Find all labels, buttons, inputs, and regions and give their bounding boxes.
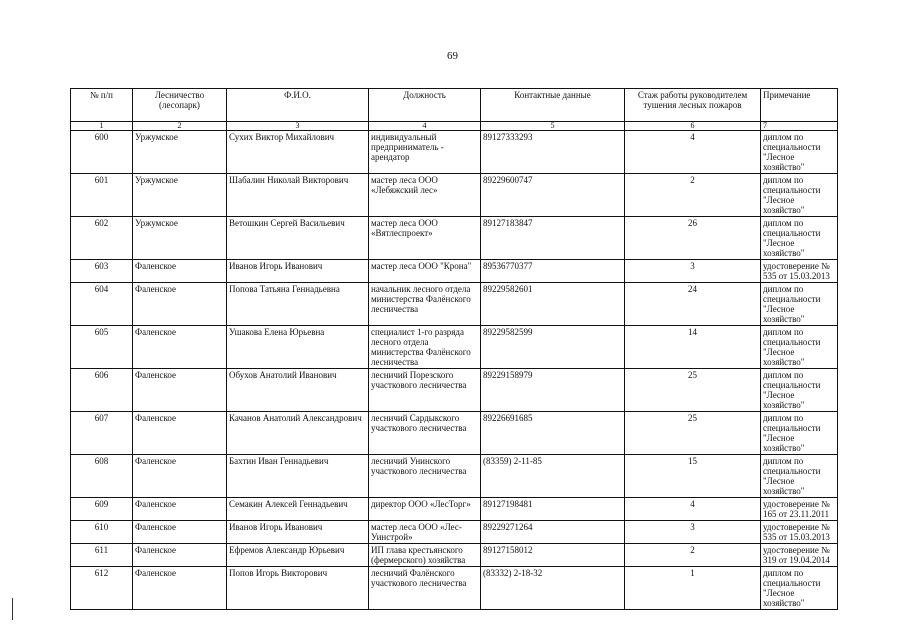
full-name-cell: Качанов Анатолий Александрович	[227, 412, 369, 455]
header-cell-full-name: Ф.И.О.	[227, 89, 369, 122]
row-number-cell: 604	[71, 283, 133, 326]
experience-cell: 4	[625, 498, 761, 521]
position-cell: лесничий Фалёнского участкового лесничества	[369, 567, 481, 610]
column-number: 4	[369, 122, 481, 131]
forestry-cell: Фаленское	[133, 369, 227, 412]
row-number-cell: 602	[71, 217, 133, 260]
full-name-cell: Ушакова Елена Юрьевна	[227, 326, 369, 369]
forestry-cell: Фаленское	[133, 567, 227, 610]
full-name-cell: Попова Татьяна Геннадьевна	[227, 283, 369, 326]
column-number: 5	[481, 122, 625, 131]
column-number: 2	[133, 122, 227, 131]
row-number-cell: 605	[71, 326, 133, 369]
contacts-cell: (83359) 2-11-85	[481, 455, 625, 498]
note-cell: диплом по специальности "Лесное хозяйство"	[761, 217, 838, 260]
table-row	[71, 369, 838, 412]
position-cell: лесничий Унинского участкового лесничества	[369, 455, 481, 498]
forestry-cell: Фаленское	[133, 455, 227, 498]
position-cell: ИП глава крестьянского (фермерского) хозяйства	[369, 544, 481, 567]
column-number: 6	[625, 122, 761, 131]
note-cell: диплом по специальности "Лесное хозяйство"	[761, 369, 838, 412]
full-name-cell: Шабалин Николай Викторович	[227, 174, 369, 217]
row-number-cell: 608	[71, 455, 133, 498]
table-row	[71, 131, 838, 174]
contacts-cell: 89229582601	[481, 283, 625, 326]
position-cell: мастер леса ООО «Вятлеспроект»	[369, 217, 481, 260]
contacts-cell: 89229158979	[481, 369, 625, 412]
full-name-cell: Семакин Алексей Геннадьевич	[227, 498, 369, 521]
full-name-cell: Иванов Игорь Иванович	[227, 260, 369, 283]
header-cell-experience: Стаж работы руководителем тушения лесных пожаров	[625, 89, 761, 122]
note-cell: диплом по специальности "Лесное хозяйство"	[761, 412, 838, 455]
header-cell-contacts: Контактные данные	[481, 89, 625, 122]
forest-fire-supervisors-table	[70, 88, 838, 610]
header-cell-position: Должность	[369, 89, 481, 122]
experience-cell: 3	[625, 260, 761, 283]
table-row	[71, 498, 838, 521]
experience-cell: 2	[625, 174, 761, 217]
forestry-cell: Фаленское	[133, 326, 227, 369]
experience-cell: 2	[625, 544, 761, 567]
row-number-cell: 609	[71, 498, 133, 521]
table-row	[71, 260, 838, 283]
position-cell: лесничий Порезского участкового лесничества	[369, 369, 481, 412]
page-number: 69	[447, 50, 458, 62]
table-row	[71, 283, 838, 326]
position-cell: мастер леса ООО "Крона"	[369, 260, 481, 283]
full-name-cell: Ветошкин Сергей Васильевич	[227, 217, 369, 260]
experience-cell: 14	[625, 326, 761, 369]
row-number-cell: 601	[71, 174, 133, 217]
table-row	[71, 544, 838, 567]
position-cell: лесничий Сардыкского участкового лесничества	[369, 412, 481, 455]
contacts-cell: (83332) 2-18-32	[481, 567, 625, 610]
contacts-cell: 89229582599	[481, 326, 625, 369]
note-cell: диплом по специальности "Лесное хозяйство"	[761, 326, 838, 369]
position-cell: мастер леса ООО «Лес-Уинстрой»	[369, 521, 481, 544]
experience-cell: 25	[625, 412, 761, 455]
contacts-cell: 89127333293	[481, 131, 625, 174]
experience-cell: 24	[625, 283, 761, 326]
contacts-cell: 89127198481	[481, 498, 625, 521]
contacts-cell: 89229600747	[481, 174, 625, 217]
contacts-cell: 89226691685	[481, 412, 625, 455]
row-number-cell: 610	[71, 521, 133, 544]
note-cell: удостоверение № 535 от 15.03.2013	[761, 260, 838, 283]
forestry-cell: Фаленское	[133, 544, 227, 567]
contacts-cell: 89229271264	[481, 521, 625, 544]
full-name-cell: Бахтин Иван Геннадьевич	[227, 455, 369, 498]
table-row	[71, 455, 838, 498]
forestry-cell: Уржумское	[133, 131, 227, 174]
header-row	[71, 89, 838, 122]
experience-cell: 25	[625, 369, 761, 412]
forestry-cell: Уржумское	[133, 174, 227, 217]
table-row	[71, 174, 838, 217]
forestry-cell: Фаленское	[133, 521, 227, 544]
column-number: 1	[71, 122, 133, 131]
row-number-cell: 600	[71, 131, 133, 174]
experience-cell: 26	[625, 217, 761, 260]
forestry-cell: Уржумское	[133, 217, 227, 260]
table-row	[71, 567, 838, 610]
full-name-cell: Обухов Анатолий Иванович	[227, 369, 369, 412]
header-cell-forestry: Лесничество (лесопарк)	[133, 89, 227, 122]
forestry-cell: Фаленское	[133, 260, 227, 283]
experience-cell: 15	[625, 455, 761, 498]
note-cell: удостоверение № 165 от 23.11.2011	[761, 498, 838, 521]
forestry-cell: Фаленское	[133, 283, 227, 326]
row-number-cell: 606	[71, 369, 133, 412]
row-number-cell: 607	[71, 412, 133, 455]
forestry-cell: Фаленское	[133, 498, 227, 521]
forestry-cell: Фаленское	[133, 412, 227, 455]
position-cell: директор ООО «ЛесТорг»	[369, 498, 481, 521]
contacts-cell: 89127183847	[481, 217, 625, 260]
column-number: 3	[227, 122, 369, 131]
position-cell: специалист 1-го разряда лесного отдела министерства Фалёнского лесничества	[369, 326, 481, 369]
experience-cell: 4	[625, 131, 761, 174]
full-name-cell: Попов Игорь Викторович	[227, 567, 369, 610]
table-row	[71, 412, 838, 455]
position-cell: индивидуальный предприниматель - арендатор	[369, 131, 481, 174]
contacts-cell: 89127158012	[481, 544, 625, 567]
position-cell: мастер леса ООО «Лебяжский лес»	[369, 174, 481, 217]
note-cell: диплом по специальности "Лесное хозяйство"	[761, 567, 838, 610]
header-cell-number: № п/п	[71, 89, 133, 122]
note-cell: диплом по специальности "Лесное хозяйство"	[761, 455, 838, 498]
table-row	[71, 217, 838, 260]
note-cell: удостоверение № 535 от 15.03.2013	[761, 521, 838, 544]
full-name-cell: Ефремов Александр Юрьевич	[227, 544, 369, 567]
column-number-row	[71, 122, 838, 131]
column-number: 7	[761, 122, 838, 131]
note-cell: диплом по специальности "Лесное хозяйство"	[761, 283, 838, 326]
note-cell: диплом по специальности "Лесное хозяйство"	[761, 174, 838, 217]
table-row	[71, 326, 838, 369]
row-number-cell: 603	[71, 260, 133, 283]
position-cell: начальник лесного отдела министерства Фалёнского лесничества	[369, 283, 481, 326]
table-row	[71, 521, 838, 544]
row-number-cell: 611	[71, 544, 133, 567]
scan-margin-mark	[12, 598, 13, 620]
row-number-cell: 612	[71, 567, 133, 610]
note-cell: диплом по специальности "Лесное хозяйство"	[761, 131, 838, 174]
experience-cell: 3	[625, 521, 761, 544]
full-name-cell: Иванов Игорь Иванович	[227, 521, 369, 544]
note-cell: удостоверение № 319 от 19.04.2014	[761, 544, 838, 567]
full-name-cell: Сухих Виктор Михайлович	[227, 131, 369, 174]
contacts-cell: 89536770377	[481, 260, 625, 283]
header-cell-note: Примечание	[761, 89, 838, 122]
experience-cell: 1	[625, 567, 761, 610]
